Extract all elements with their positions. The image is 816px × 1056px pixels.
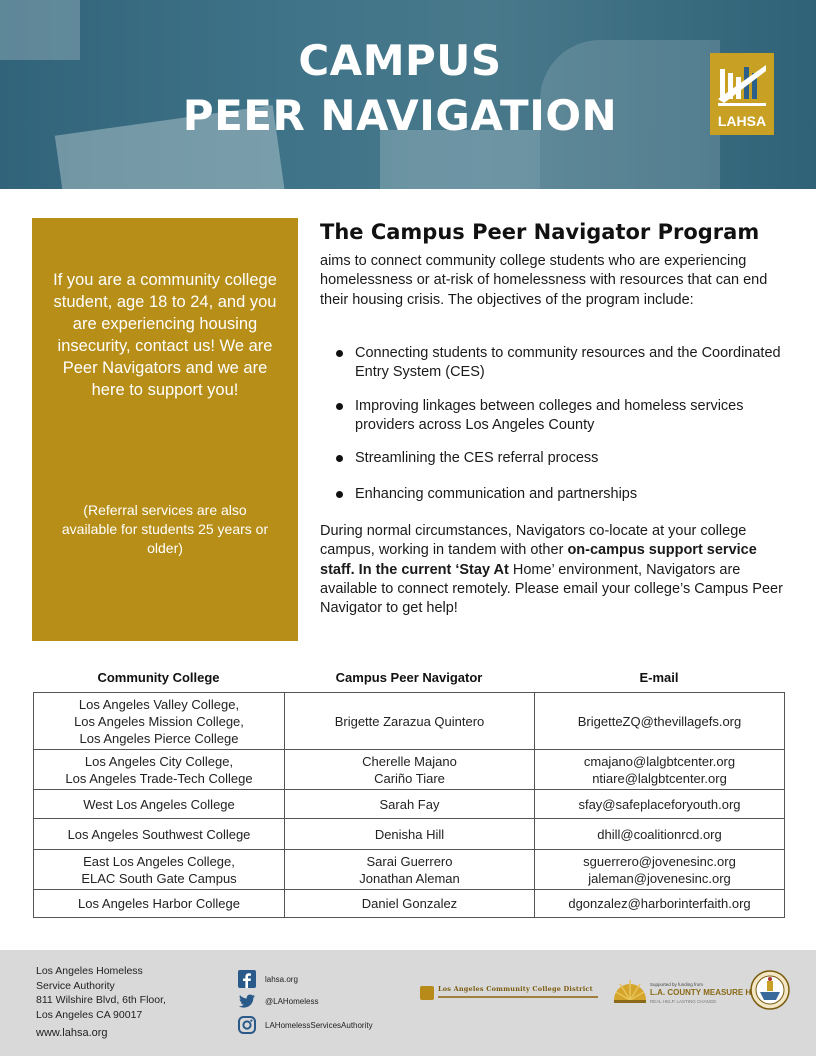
table-row xyxy=(34,850,785,890)
closing-text: Home’ environment, Navigators are available to connect remotely. Please email your college’s Campus Peer Navigator to get help! xyxy=(320,561,783,617)
program-closing-paragraph xyxy=(320,522,790,618)
navigator-cell xyxy=(285,790,535,819)
website-link[interactable]: www.lahsa.org xyxy=(36,1027,108,1039)
college-cell xyxy=(34,819,285,850)
email-cell xyxy=(535,819,785,850)
measure-h-funding-text: Supported by funding from xyxy=(650,982,704,987)
closing-text: During normal circumstances, Navigators co-locate at your college campus, working in tandem with other xyxy=(320,523,747,559)
instagram-icon xyxy=(238,1016,256,1034)
objective-item xyxy=(335,397,795,435)
email-link[interactable]: cmajano@lalgbtcenter.org xyxy=(583,753,736,769)
table-row xyxy=(34,819,785,850)
email-cell xyxy=(535,790,785,819)
navigator-cell xyxy=(285,750,535,790)
college-name: Los Angeles Southwest College xyxy=(67,826,251,842)
table-row xyxy=(34,790,785,819)
page-title-line2: PEER NAVIGATION xyxy=(182,91,618,140)
bullet-icon xyxy=(336,455,343,462)
objective-text: Streamlining the CES referral process xyxy=(355,450,599,466)
lahsa-logo-text: LAHSA xyxy=(717,113,767,129)
lacc-logo-icon xyxy=(420,986,434,1000)
lacc-logo-rule xyxy=(438,996,598,998)
email-link[interactable]: sguerrero@jovenesinc.org xyxy=(583,853,736,869)
facebook-icon xyxy=(238,970,256,988)
objective-item xyxy=(335,344,795,382)
email-cell xyxy=(535,850,785,890)
twitter-icon xyxy=(238,992,256,1010)
email-cell xyxy=(535,750,785,790)
column-header-college: Community College xyxy=(97,670,220,685)
address-line: Los Angeles Homeless xyxy=(36,965,143,977)
bullet-icon xyxy=(336,350,343,357)
college-name: Los Angeles Trade-Tech College xyxy=(65,770,253,786)
lacc-logo-text: Los Angeles Community College District xyxy=(438,985,593,993)
background-photo-shape xyxy=(0,0,80,60)
address-line: 811 Wilshire Blvd, 6th Floor, xyxy=(36,994,166,1006)
college-cell xyxy=(34,850,285,890)
college-name: West Los Angeles College xyxy=(83,796,235,812)
navigator-cell xyxy=(285,890,535,918)
footer xyxy=(0,950,816,1056)
email-link[interactable]: ntiare@lalgbtcenter.org xyxy=(592,770,727,786)
measure-h-logo xyxy=(612,968,752,1012)
lahsa-logo xyxy=(710,53,774,135)
instagram-label: LAHomelessServicesAuthority xyxy=(265,1021,373,1030)
navigator-name: Cherelle Majano xyxy=(362,753,457,769)
measure-h-tagline: REAL HELP. LASTING CHANGE. xyxy=(650,999,718,1004)
college-name: Los Angeles Harbor College xyxy=(78,896,240,911)
objective-text: Enhancing communication and partnerships xyxy=(355,486,638,502)
address-line: Los Angeles CA 90017 xyxy=(36,1008,143,1021)
college-name: Los Angeles Pierce College xyxy=(79,730,239,746)
footer-address xyxy=(36,964,216,1022)
college-name: Los Angeles Valley College, xyxy=(78,696,240,712)
objective-text: Connecting students to community resources and the Coordinated Entry System (CES) xyxy=(355,345,781,380)
column-header-email: E-mail xyxy=(639,670,679,685)
college-name: East Los Angeles College, xyxy=(83,853,235,869)
navigator-name: Cariño Tiare xyxy=(374,770,445,786)
email-link[interactable]: jaleman@jovenesinc.org xyxy=(588,870,731,886)
college-cell xyxy=(34,790,285,819)
address-line: Service Authority xyxy=(36,979,115,992)
callout-note-text: (Referral services are also available for students 25 years or older) xyxy=(61,502,269,556)
twitter-label: @LAHomeless xyxy=(265,997,319,1006)
page-title-line1: CAMPUS xyxy=(298,36,502,85)
facebook-label: lahsa.org xyxy=(265,975,298,984)
navigator-name: Denisha Hill xyxy=(374,826,445,842)
objective-item xyxy=(335,449,795,468)
callout-main-text: If you are a community college student, age 18 to 24, and you are experiencing housing insecurity, contact us! We are Peer Navigators and we are here to support you! xyxy=(53,271,277,399)
college-cell xyxy=(34,750,285,790)
navigator-cell xyxy=(285,850,535,890)
column-header-navigator: Campus Peer Navigator xyxy=(335,670,483,685)
program-intro: aims to connect community college students who are experiencing homelessness or at-risk of homelessness with resources that can end their housing crisis. The objectives of the program include: xyxy=(320,253,768,308)
navigator-name: Daniel Gonzalez xyxy=(361,896,458,911)
navigator-cell xyxy=(285,693,535,750)
navigator-name: Jonathan Aleman xyxy=(359,870,460,886)
lahsa-logo-icon xyxy=(716,59,768,111)
navigator-name: Sarai Guerrero xyxy=(366,853,453,869)
college-name: ELAC South Gate Campus xyxy=(81,870,237,886)
county-seal-icon xyxy=(750,970,790,1010)
email-link[interactable]: dhill@coalitionrcd.org xyxy=(597,826,722,842)
email-link[interactable]: dgonzalez@harborinterfaith.org xyxy=(568,896,751,911)
table-row xyxy=(34,890,785,918)
email-cell xyxy=(535,693,785,750)
college-name: Los Angeles Mission College, xyxy=(74,713,244,729)
college-cell xyxy=(34,693,285,750)
email-cell xyxy=(535,890,785,918)
measure-h-title: L.A. COUNTY MEASURE H xyxy=(650,988,752,997)
email-link[interactable]: BrigetteZQ@thevillagefs.org xyxy=(577,713,742,729)
navigator-cell xyxy=(285,819,535,850)
student-callout-box xyxy=(32,218,298,641)
navigator-table xyxy=(33,692,785,918)
objective-text: Improving linkages between colleges and homeless services providers across Los Angeles County xyxy=(355,398,744,433)
navigator-name: Brigette Zarazua Quintero xyxy=(334,713,485,729)
college-cell xyxy=(34,890,285,918)
closing-bold-text: on-campus support service staff. In the current ‘Stay At xyxy=(320,542,757,578)
email-link[interactable]: sfay@safeplaceforyouth.org xyxy=(578,796,741,812)
table-row xyxy=(34,750,785,790)
bullet-icon xyxy=(336,403,343,410)
college-name: Los Angeles City College, xyxy=(84,753,234,769)
sunburst-icon xyxy=(612,970,648,1006)
program-title: The Campus Peer Navigator Program xyxy=(320,220,760,244)
bullet-icon xyxy=(336,491,343,498)
header-banner xyxy=(0,0,816,189)
navigator-name: Sarah Fay xyxy=(379,796,440,812)
table-row xyxy=(34,693,785,750)
objective-item xyxy=(335,485,795,504)
lacc-district-logo xyxy=(420,985,600,1001)
